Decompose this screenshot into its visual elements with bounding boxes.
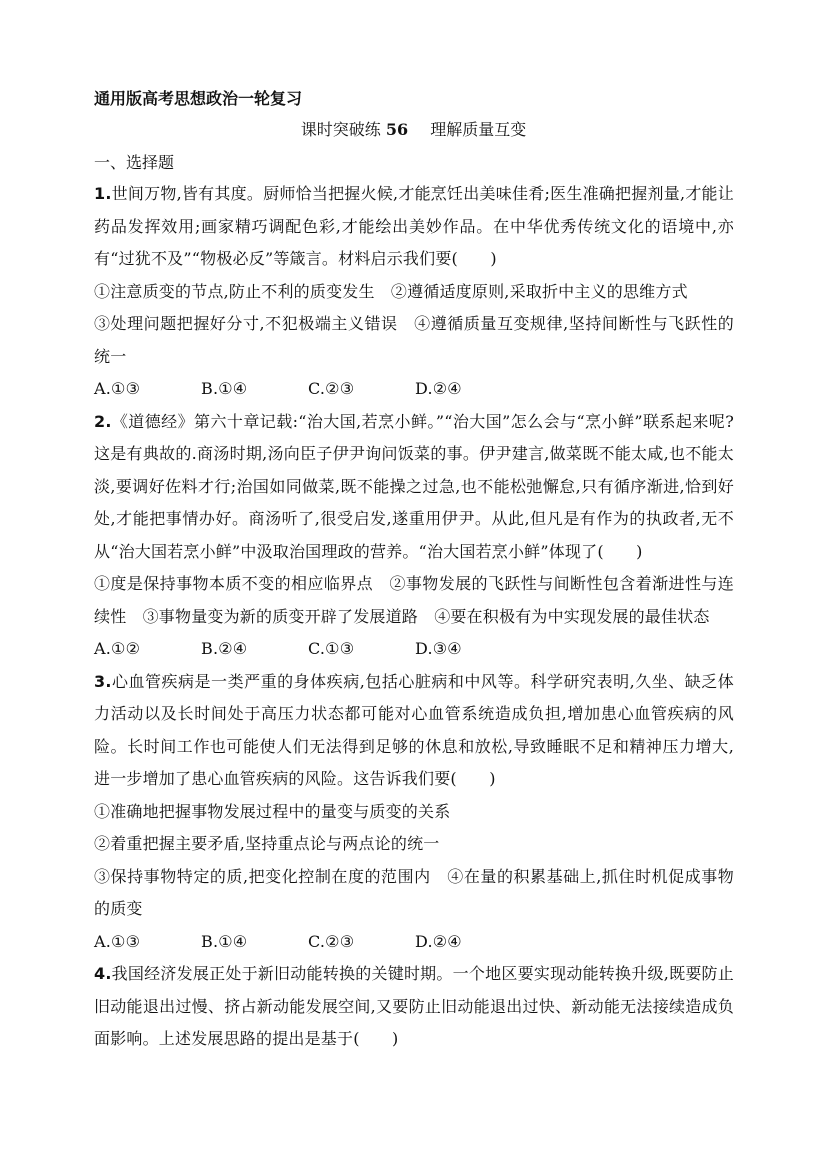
question-text: 我国经济发展正处于新旧动能转换的关键时期。一个地区要实现动能转换升级,既要防止旧动能退出过慢、挤占新动能发展空间,又要防止旧动能退出过快、新动能无法接续造成负面影响。上述发展思路的提出是基于( )	[94, 964, 734, 1048]
answer-choice[interactable]: D.③④	[415, 639, 462, 658]
question-text: 《道德经》第六十章记载:“治大国,若烹小鲜。”“治大国”怎么会与“烹小鲜”联系起来呢?这是有典故的.商汤时期,汤向臣子伊尹询问饭菜的事。伊尹建言,做菜既不能太咸,也不能太淡,要调好佐料才行;治国如同做菜,既不能操之过急,也不能松弛懈怠,只有循序渐进,恰到好处,才能把事情办好。商汤听了,很受启发,遂重用伊尹。从此,但凡是有作为的执政者,无不从“治大国若烹小鲜”中汲取治国理政的营养。“治大国若烹小鲜”体现了( )	[94, 411, 734, 561]
statement-option: ②着重把握主要矛盾,坚持重点论与两点论的统一	[94, 834, 440, 853]
question-stem	[94, 958, 734, 1056]
question-number: 1.	[94, 184, 112, 203]
answer-choice[interactable]: B.①④	[201, 379, 248, 398]
question-text: 心血管疾病是一类严重的身体疾病,包括心脏病和中风等。科学研究表明,久坐、缺乏体力活动以及长时间处于高压力状态都可能对心血管系统造成负担,增加患心血管疾病的风险。长时间工作也可能使人们无法得到足够的休息和放松,导致睡眠不足和精神压力增大,进一步增加了患心血管疾病的风险。这告诉我们要( )	[94, 671, 734, 788]
lesson-prefix: 课时突破练	[300, 120, 381, 139]
answer-choice[interactable]: D.②④	[415, 379, 462, 398]
answer-choice[interactable]: B.①④	[201, 931, 248, 951]
question-number: 3.	[94, 671, 112, 691]
question-list	[94, 178, 734, 1056]
document-header: 通用版高考思想政治一轮复习	[94, 89, 303, 108]
answer-choice[interactable]: A.①②	[94, 639, 141, 658]
answer-choice[interactable]: A.①③	[94, 931, 141, 951]
statement-option: ③处理问题把握好分寸,不犯极端主义错误 ④遵循质量互变规律,坚持间断性与飞跃性的统一	[94, 314, 734, 366]
question-stem	[94, 666, 734, 796]
section-heading: 一、选择题	[94, 153, 175, 172]
statement-option: ①注意质变的节点,防止不利的质变发生 ②遵循适度原则,采取折中主义的思维方式	[94, 281, 688, 301]
question-stem	[94, 406, 734, 569]
statement-option: ①准确地把握事物发展过程中的量变与质变的关系	[94, 801, 451, 821]
question-number: 4.	[94, 964, 112, 983]
answer-choice[interactable]: B.②④	[201, 639, 248, 658]
answer-choices	[94, 373, 734, 406]
answer-choice[interactable]: C.②③	[308, 931, 355, 951]
question-stem	[94, 178, 734, 276]
answer-choice[interactable]: C.②③	[308, 379, 355, 398]
answer-choice[interactable]: C.①③	[308, 639, 355, 658]
answer-choices	[94, 633, 734, 666]
statement-option: ③保持事物特定的质,把变化控制在度的范围内 ④在量的积累基础上,抓住时机促成事物的质变	[94, 866, 734, 918]
answer-choice[interactable]: A.①③	[94, 379, 141, 398]
answer-choice[interactable]: D.②④	[415, 931, 462, 951]
answer-choices	[94, 926, 734, 959]
question-number: 2.	[94, 411, 112, 431]
statement-option: ①度是保持事物本质不变的相应临界点 ②事物发展的飞跃性与间断性包含着渐进性与连续性 ③事物量变为新的质变开辟了发展道路 ④要在积极有为中实现发展的最佳状态	[94, 574, 734, 626]
lesson-number: 56	[385, 120, 409, 139]
lesson-topic: 理解质量互变	[430, 120, 527, 139]
question-text: 世间万物,皆有其度。厨师恰当把握火候,才能烹饪出美味佳肴;医生准确把握剂量,才能让药品发挥效用;画家精巧调配色彩,才能绘出美妙作品。在中华优秀传统文化的语境中,亦有“过犹不及”“物极必反”等箴言。材料启示我们要( )	[94, 184, 734, 268]
lesson-title	[0, 117, 827, 140]
